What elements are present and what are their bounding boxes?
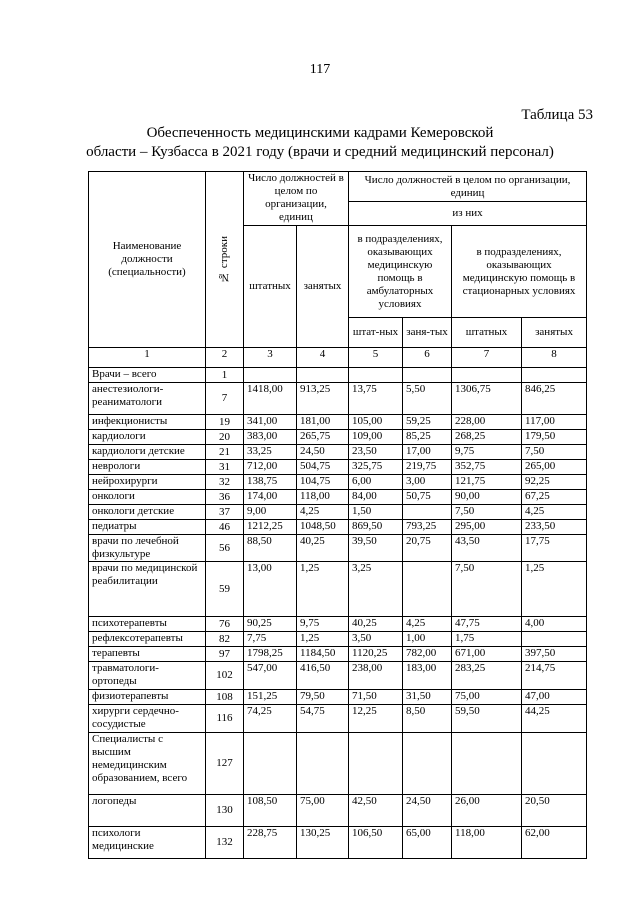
value-cell: 47,00	[522, 690, 587, 705]
table-title	[80, 124, 560, 162]
value-cell: 179,50	[522, 430, 587, 445]
table-row	[89, 505, 587, 520]
row-number: 7	[206, 383, 244, 415]
value-cell: 85,25	[403, 430, 452, 445]
value-cell: 1212,25	[244, 520, 297, 535]
row-name: психотерапевты	[89, 617, 206, 632]
table-row	[89, 368, 587, 383]
value-cell: 782,00	[403, 647, 452, 662]
table-row	[89, 520, 587, 535]
value-cell: 416,50	[297, 662, 349, 690]
value-cell: 5,50	[403, 383, 452, 415]
value-cell: 1798,25	[244, 647, 297, 662]
value-cell: 24,50	[403, 795, 452, 827]
value-cell: 65,00	[403, 827, 452, 859]
value-cell: 17,00	[403, 445, 452, 460]
row-number: 59	[206, 562, 244, 617]
row-name: логопеды	[89, 795, 206, 827]
value-cell: 1,25	[522, 562, 587, 617]
row-name: онкологи	[89, 490, 206, 505]
value-cell: 42,50	[349, 795, 403, 827]
value-cell: 3,25	[349, 562, 403, 617]
table-row	[89, 795, 587, 827]
table-row	[89, 562, 587, 617]
header-positions-total: Число должностей в целом по организации, единиц	[244, 172, 349, 226]
header-name: Наименование должности (специальности)	[89, 172, 206, 348]
row-number: 31	[206, 460, 244, 475]
row-number: 20	[206, 430, 244, 445]
value-cell: 130,25	[297, 827, 349, 859]
row-number: 108	[206, 690, 244, 705]
value-cell: 4,00	[522, 617, 587, 632]
value-cell: 7,50	[452, 562, 522, 617]
column-number: 2	[206, 348, 244, 368]
row-name: психологи медицинские	[89, 827, 206, 859]
row-name: терапевты	[89, 647, 206, 662]
row-number: 132	[206, 827, 244, 859]
row-number: 76	[206, 617, 244, 632]
header-stationary: в подразделениях, оказывающих медицинскую помощь в стационарных условиях	[452, 226, 587, 318]
table-row	[89, 647, 587, 662]
row-name: кардиологи	[89, 430, 206, 445]
value-cell: 8,50	[403, 705, 452, 733]
value-cell	[244, 733, 297, 795]
row-name: рефлексотерапевты	[89, 632, 206, 647]
value-cell: 9,75	[452, 445, 522, 460]
value-cell	[452, 368, 522, 383]
page-number: 117	[309, 62, 331, 77]
value-cell	[349, 733, 403, 795]
value-cell: 1,25	[297, 632, 349, 647]
value-cell: 9,75	[297, 617, 349, 632]
value-cell	[452, 733, 522, 795]
header-occupied: занятых	[297, 226, 349, 348]
value-cell: 233,50	[522, 520, 587, 535]
value-cell	[244, 368, 297, 383]
staffing-table	[88, 171, 587, 859]
header-staffed-amb: штат-ных	[349, 318, 403, 348]
value-cell: 913,25	[297, 383, 349, 415]
value-cell: 17,75	[522, 535, 587, 562]
value-cell: 40,25	[297, 535, 349, 562]
value-cell	[297, 368, 349, 383]
value-cell: 547,00	[244, 662, 297, 690]
value-cell: 108,50	[244, 795, 297, 827]
value-cell: 118,00	[452, 827, 522, 859]
value-cell: 23,50	[349, 445, 403, 460]
value-cell: 90,25	[244, 617, 297, 632]
value-cell: 1418,00	[244, 383, 297, 415]
value-cell: 4,25	[522, 505, 587, 520]
title-line-1: Обеспеченность медицинскими кадрами Кемеровской	[146, 125, 494, 141]
row-name: Специалисты с высшим немедицинским образованием, всего	[89, 733, 206, 795]
value-cell	[403, 368, 452, 383]
value-cell: 20,50	[522, 795, 587, 827]
value-cell: 13,75	[349, 383, 403, 415]
row-name: неврологи	[89, 460, 206, 475]
value-cell: 181,00	[297, 415, 349, 430]
value-cell: 39,50	[349, 535, 403, 562]
row-number: 36	[206, 490, 244, 505]
table-row	[89, 460, 587, 475]
value-cell: 1,50	[349, 505, 403, 520]
row-number: 127	[206, 733, 244, 795]
value-cell: 75,00	[297, 795, 349, 827]
value-cell: 84,00	[349, 490, 403, 505]
value-cell: 1306,75	[452, 383, 522, 415]
column-number: 6	[403, 348, 452, 368]
value-cell: 1,75	[452, 632, 522, 647]
value-cell: 54,75	[297, 705, 349, 733]
value-cell: 62,00	[522, 827, 587, 859]
table-row	[89, 705, 587, 733]
value-cell: 88,50	[244, 535, 297, 562]
table-row	[89, 445, 587, 460]
value-cell: 47,75	[452, 617, 522, 632]
column-number: 4	[297, 348, 349, 368]
value-cell: 183,00	[403, 662, 452, 690]
table-row	[89, 535, 587, 562]
value-cell: 71,50	[349, 690, 403, 705]
value-cell: 138,75	[244, 475, 297, 490]
value-cell	[349, 368, 403, 383]
value-cell: 1184,50	[297, 647, 349, 662]
value-cell: 106,50	[349, 827, 403, 859]
table-row	[89, 733, 587, 795]
row-number: 116	[206, 705, 244, 733]
table-row	[89, 415, 587, 430]
header-staffed: штатных	[244, 226, 297, 348]
value-cell	[297, 733, 349, 795]
value-cell: 869,50	[349, 520, 403, 535]
row-name: педиатры	[89, 520, 206, 535]
table-row	[89, 617, 587, 632]
value-cell: 283,25	[452, 662, 522, 690]
value-cell: 4,25	[403, 617, 452, 632]
value-cell: 90,00	[452, 490, 522, 505]
table-row	[89, 662, 587, 690]
value-cell: 33,25	[244, 445, 297, 460]
value-cell: 238,00	[349, 662, 403, 690]
value-cell: 397,50	[522, 647, 587, 662]
value-cell: 504,75	[297, 460, 349, 475]
table-row	[89, 490, 587, 505]
value-cell: 109,00	[349, 430, 403, 445]
value-cell: 214,75	[522, 662, 587, 690]
table-row	[89, 690, 587, 705]
value-cell	[403, 562, 452, 617]
value-cell: 26,00	[452, 795, 522, 827]
value-cell: 295,00	[452, 520, 522, 535]
value-cell: 9,00	[244, 505, 297, 520]
value-cell: 793,25	[403, 520, 452, 535]
column-number: 1	[89, 348, 206, 368]
value-cell: 59,50	[452, 705, 522, 733]
row-number: 130	[206, 795, 244, 827]
row-number: 102	[206, 662, 244, 690]
header-row-number	[206, 172, 244, 348]
value-cell: 121,75	[452, 475, 522, 490]
value-cell: 4,25	[297, 505, 349, 520]
value-cell: 20,75	[403, 535, 452, 562]
row-name: хирурги сердечно-сосудистые	[89, 705, 206, 733]
value-cell: 174,00	[244, 490, 297, 505]
value-cell: 13,00	[244, 562, 297, 617]
title-line-2: области – Кузбасса в 2021 году (врачи и средний медицинский персонал)	[86, 144, 554, 160]
row-name: инфекционисты	[89, 415, 206, 430]
value-cell: 24,50	[297, 445, 349, 460]
value-cell	[403, 733, 452, 795]
row-name: нейрохирурги	[89, 475, 206, 490]
header-of-which: из них	[349, 202, 587, 226]
value-cell: 1,25	[297, 562, 349, 617]
value-cell: 3,00	[403, 475, 452, 490]
value-cell: 325,75	[349, 460, 403, 475]
row-number: 32	[206, 475, 244, 490]
value-cell: 1120,25	[349, 647, 403, 662]
value-cell	[522, 632, 587, 647]
value-cell: 44,25	[522, 705, 587, 733]
value-cell: 219,75	[403, 460, 452, 475]
table-label: Таблица 53	[521, 107, 593, 123]
value-cell: 265,00	[522, 460, 587, 475]
row-number: 82	[206, 632, 244, 647]
row-name: врачи по медицинской реабилитации	[89, 562, 206, 617]
header-occupied-amb: заня-тых	[403, 318, 452, 348]
value-cell: 40,25	[349, 617, 403, 632]
row-number: 97	[206, 647, 244, 662]
value-cell: 50,75	[403, 490, 452, 505]
header-staffed-st: штатных	[452, 318, 522, 348]
row-name: кардиологи детские	[89, 445, 206, 460]
value-cell: 118,00	[297, 490, 349, 505]
value-cell: 712,00	[244, 460, 297, 475]
value-cell: 151,25	[244, 690, 297, 705]
value-cell: 268,25	[452, 430, 522, 445]
row-name: травматологи-ортопеды	[89, 662, 206, 690]
table-row	[89, 383, 587, 415]
value-cell: 31,50	[403, 690, 452, 705]
row-number: 56	[206, 535, 244, 562]
value-cell	[522, 368, 587, 383]
table-row	[89, 632, 587, 647]
value-cell: 1048,50	[297, 520, 349, 535]
table-row	[89, 430, 587, 445]
value-cell: 7,50	[522, 445, 587, 460]
value-cell: 104,75	[297, 475, 349, 490]
header-occupied-st: занятых	[522, 318, 587, 348]
value-cell: 383,00	[244, 430, 297, 445]
value-cell: 846,25	[522, 383, 587, 415]
value-cell: 59,25	[403, 415, 452, 430]
value-cell: 1,00	[403, 632, 452, 647]
table-row	[89, 827, 587, 859]
header-positions-total-2: Число должностей в целом по организации, единиц	[349, 172, 587, 202]
value-cell: 74,25	[244, 705, 297, 733]
value-cell: 228,75	[244, 827, 297, 859]
value-cell: 12,25	[349, 705, 403, 733]
column-number: 8	[522, 348, 587, 368]
value-cell: 341,00	[244, 415, 297, 430]
row-number: 19	[206, 415, 244, 430]
value-cell: 67,25	[522, 490, 587, 505]
value-cell: 75,00	[452, 690, 522, 705]
row-number: 1	[206, 368, 244, 383]
row-number: 46	[206, 520, 244, 535]
row-number: 21	[206, 445, 244, 460]
value-cell: 3,50	[349, 632, 403, 647]
value-cell: 265,75	[297, 430, 349, 445]
row-number: 37	[206, 505, 244, 520]
value-cell: 79,50	[297, 690, 349, 705]
column-number: 7	[452, 348, 522, 368]
header-ambulatory: в подразделениях, оказывающих медицинскую помощь в амбулаторных условиях	[349, 226, 452, 318]
value-cell: 352,75	[452, 460, 522, 475]
value-cell: 105,00	[349, 415, 403, 430]
row-name: физиотерапевты	[89, 690, 206, 705]
row-name: анестезиологи-реаниматологи	[89, 383, 206, 415]
table-row	[89, 475, 587, 490]
value-cell: 671,00	[452, 647, 522, 662]
row-name: онкологи детские	[89, 505, 206, 520]
column-number: 5	[349, 348, 403, 368]
row-name: врачи по лечебной физкультуре	[89, 535, 206, 562]
value-cell	[403, 505, 452, 520]
column-number: 3	[244, 348, 297, 368]
header-row-number-text: № строки	[218, 236, 230, 283]
row-name: Врачи – всего	[89, 368, 206, 383]
value-cell: 43,50	[452, 535, 522, 562]
value-cell: 7,50	[452, 505, 522, 520]
value-cell: 6,00	[349, 475, 403, 490]
value-cell: 92,25	[522, 475, 587, 490]
value-cell	[522, 733, 587, 795]
value-cell: 228,00	[452, 415, 522, 430]
value-cell: 7,75	[244, 632, 297, 647]
value-cell: 117,00	[522, 415, 587, 430]
